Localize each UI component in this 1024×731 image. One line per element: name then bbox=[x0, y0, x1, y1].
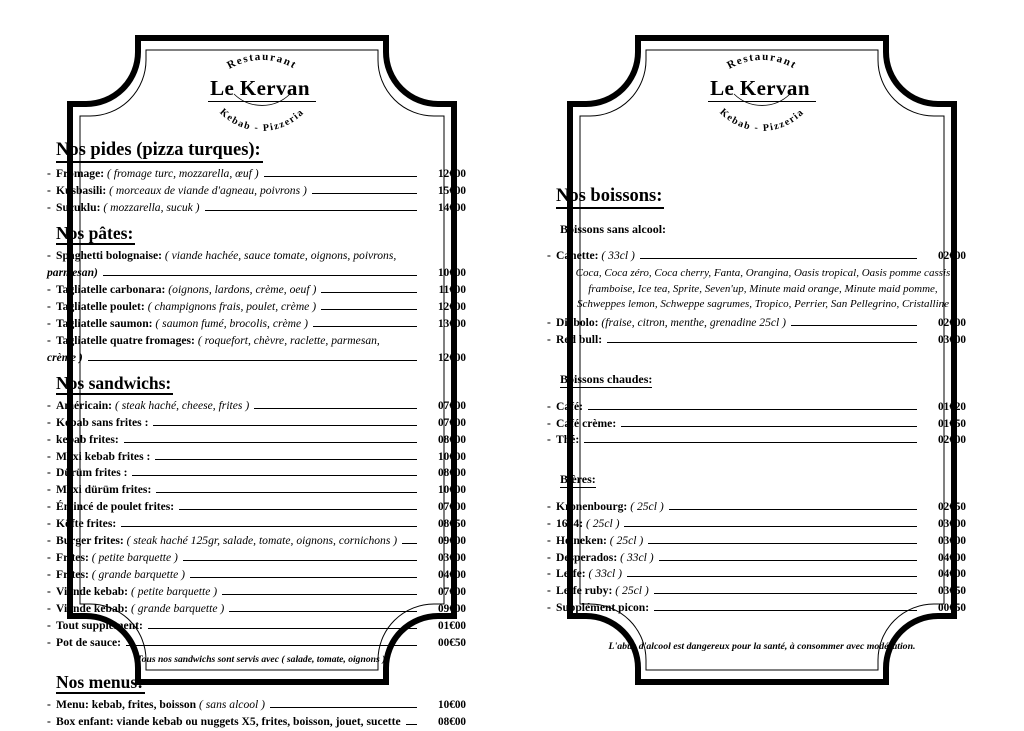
price-leader-line bbox=[669, 509, 917, 510]
spacer bbox=[556, 241, 966, 248]
menu-item-price: 08€00 bbox=[438, 715, 466, 728]
menu-item-row[interactable] bbox=[547, 516, 966, 533]
menu-item-row[interactable] bbox=[47, 166, 466, 183]
menu-item-row[interactable] bbox=[47, 282, 466, 299]
menu-item-label: - Thé: bbox=[556, 433, 580, 447]
menu-item-price: 03€00 bbox=[438, 552, 466, 565]
menu-item-price: 04€00 bbox=[438, 568, 466, 581]
menu-item-price: 03€00 bbox=[938, 534, 966, 547]
menu-item-price: 10€00 bbox=[438, 698, 466, 711]
price-leader-line bbox=[624, 526, 917, 527]
menu-item-row[interactable] bbox=[547, 432, 966, 449]
menu-item-label: - Burger frites: ( steak haché 125gr, salade, tomate, oignons, cornichons ) bbox=[56, 534, 398, 548]
price-leader-line bbox=[103, 275, 417, 276]
menu-item-price: 11€00 bbox=[438, 284, 466, 296]
menu-item-label: - Box enfant: viande kebab ou nuggets X5, frites, boisson, jouet, sucette bbox=[56, 714, 401, 728]
price-leader-line bbox=[205, 210, 417, 211]
menu-item-price: 08€00 bbox=[438, 433, 466, 446]
menu-item-label: - Dürüm frites : bbox=[56, 466, 128, 480]
menu-item-label: - Café crème: bbox=[556, 416, 617, 430]
drink-group bbox=[556, 462, 966, 491]
menu-item-label: - Diabolo: (fraise, citron, menthe, grenadine 25cl ) bbox=[556, 316, 787, 330]
svg-text:Restaurant bbox=[225, 51, 299, 72]
menu-item-label-cont: crème ) bbox=[47, 350, 83, 364]
price-leader-line bbox=[659, 560, 917, 561]
menu-item-price: 00€50 bbox=[938, 602, 966, 615]
svg-text:Kebab - Pizzeria bbox=[717, 107, 806, 134]
restaurant-logo-left bbox=[162, 38, 362, 138]
menu-item-price: 02€00 bbox=[938, 249, 966, 262]
menu-item-price: 12€00 bbox=[438, 351, 466, 364]
menu-item-label: - Leffe ruby: ( 25cl ) bbox=[556, 584, 649, 598]
menu-item-row[interactable] bbox=[47, 601, 466, 618]
menu-item-label: - Fromage: ( fromage turc, mozzarella, œuf ) bbox=[56, 167, 259, 181]
menu-item-row[interactable] bbox=[547, 315, 966, 332]
logo-name-text: Le Kervan bbox=[208, 76, 316, 102]
menu-item-row[interactable] bbox=[47, 299, 466, 316]
price-leader-line bbox=[190, 577, 417, 578]
menu-item-label: Spaghetti bolognaise: ( viande hachée, sauce tomate, oignons, poivrons, bbox=[56, 249, 397, 263]
price-leader-line bbox=[179, 509, 417, 510]
menu-item-price: 04€00 bbox=[938, 551, 966, 564]
menu-item-label: - Frites: ( petite barquette ) bbox=[56, 551, 178, 565]
price-leader-line bbox=[148, 628, 417, 629]
menu-item-row[interactable] bbox=[47, 248, 466, 282]
menu-item-label: - Menu: kebab, frites, boisson ( sans alcool ) bbox=[56, 697, 266, 711]
menu-item-row[interactable] bbox=[47, 550, 466, 567]
menu-item-price: 14€00 bbox=[438, 202, 466, 215]
menu-section bbox=[56, 217, 466, 248]
logo-top-arc-text: Restaurant bbox=[225, 50, 300, 72]
menu-item-row[interactable] bbox=[47, 482, 466, 499]
price-leader-line bbox=[654, 610, 917, 611]
logo-bottom-arc-text: Kebab - Pizzeria bbox=[717, 106, 807, 134]
menu-item-price: 07€00 bbox=[438, 399, 466, 412]
menu-item-row[interactable] bbox=[47, 533, 466, 550]
section-title: Nos pâtes: bbox=[56, 223, 135, 245]
menu-item-label: Tagliatelle quatre fromages: ( roquefort, chèvre, raclette, parmesan, bbox=[56, 333, 380, 347]
menu-item-label: - Tagliatelle poulet: ( champignons frais, poulet, crème ) bbox=[56, 299, 317, 313]
menu-item-label-cont: parmesan) bbox=[47, 266, 98, 280]
price-leader-line bbox=[264, 176, 417, 177]
price-leader-line bbox=[132, 475, 417, 476]
menu-item-row[interactable] bbox=[47, 200, 466, 217]
menu-item-row[interactable] bbox=[547, 566, 966, 583]
drink-group-title: Boissons sans alcool: bbox=[560, 222, 667, 237]
menu-item-price: 02€00 bbox=[938, 434, 966, 447]
menu-item-label: - Sucuklu: ( mozzarella, sucuk ) bbox=[56, 201, 200, 215]
right-page-content bbox=[556, 180, 966, 676]
drink-group bbox=[556, 362, 966, 391]
menu-item-row[interactable] bbox=[47, 635, 466, 652]
svg-text:Kebab - Pizzeria bbox=[217, 107, 306, 134]
menu-item-price: 09€00 bbox=[438, 535, 466, 548]
menu-item-label: - Köfte frites: bbox=[56, 517, 117, 531]
price-leader-line bbox=[791, 325, 917, 326]
price-leader-line bbox=[621, 426, 917, 427]
menu-item-row[interactable] bbox=[47, 499, 466, 516]
menu-item-row[interactable] bbox=[47, 618, 466, 635]
menu-item-row[interactable] bbox=[47, 714, 466, 731]
section-title: Nos pides (pizza turques): bbox=[56, 140, 263, 163]
menu-item-label: - Café: bbox=[556, 399, 584, 413]
drink-group-title: Boissons chaudes: bbox=[560, 372, 653, 387]
drink-flavours-list: Coca, Coca zéro, Coca cherry, Fanta, Orangina, Oasis tropical, Oasis pomme cassis framboise, Ice tea, Sprite, Seven'up, Minute maid orange, Minute maid pomme, Schweppes lemon, Schweppe sagrumes, Tropico, Perrier, San Pellegrino, Cristalline bbox=[575, 266, 951, 311]
menu-item-label: - Leffe: ( 33cl ) bbox=[556, 567, 622, 581]
menu-item-label: - Frites: ( grande barquette ) bbox=[56, 567, 186, 581]
menu-item-price: 10€00 bbox=[438, 484, 466, 497]
menu-item-price: 01€50 bbox=[938, 417, 966, 430]
alcohol-disclaimer: L'abus d'alcool est dangereux pour la santé, à consommer avec modération. bbox=[608, 641, 916, 652]
restaurant-logo-right bbox=[662, 38, 862, 138]
menu-item-price: 10€00 bbox=[438, 267, 466, 280]
menu-item-price: 10€00 bbox=[438, 450, 466, 463]
menu-item-row[interactable] bbox=[47, 449, 466, 466]
price-leader-line bbox=[654, 593, 917, 594]
spacer bbox=[556, 392, 966, 399]
menu-item-price: 15€00 bbox=[438, 185, 466, 198]
price-leader-line bbox=[588, 409, 917, 410]
menu-page-right bbox=[542, 30, 982, 690]
menu-item-label: - Viande kebab: ( petite barquette ) bbox=[56, 584, 218, 598]
price-leader-line bbox=[270, 707, 417, 708]
menu-item-row[interactable] bbox=[47, 333, 466, 367]
section-note: Tous nos sandwichs sont servis avec ( salade, tomate, oignons ) bbox=[136, 653, 386, 665]
menu-item-price: 09€00 bbox=[438, 602, 466, 615]
menu-item-price: 03€00 bbox=[938, 334, 966, 347]
price-leader-line bbox=[627, 576, 917, 577]
price-leader-line bbox=[648, 543, 917, 544]
logo-bottom-arc-text: Kebab - Pizzeria bbox=[217, 106, 307, 134]
logo-restaurant-name bbox=[162, 76, 362, 101]
menu-item-row[interactable] bbox=[47, 697, 466, 714]
menu-item-label: - Américain: ( steak haché, cheese, frites ) bbox=[56, 398, 250, 412]
menu-item-price: 04€00 bbox=[938, 568, 966, 581]
menu-item-label: - Supplément picon: bbox=[556, 601, 650, 615]
menu-item-label: - kebab frites: bbox=[56, 432, 119, 446]
menu-item-label: - 1664: ( 25cl ) bbox=[556, 516, 620, 530]
menu-item-row[interactable] bbox=[47, 567, 466, 584]
menu-page-left bbox=[42, 30, 482, 728]
menu-item-row[interactable] bbox=[47, 584, 466, 601]
price-leader-line bbox=[402, 543, 417, 544]
menu-item-price: 02€50 bbox=[938, 500, 966, 513]
menu-item-label: - Kronenbourg: ( 25cl ) bbox=[556, 499, 664, 513]
menu-item-label: - Viande kebab: ( grande barquette ) bbox=[56, 601, 225, 615]
section-title: Nos sandwichs: bbox=[56, 373, 173, 395]
price-leader-line bbox=[321, 292, 417, 293]
menu-item-price: 12€00 bbox=[438, 300, 466, 313]
menu-item-label: - Tagliatelle carbonara: (oignons, lardons, crème, oeuf ) bbox=[56, 283, 317, 296]
logo-restaurant-name bbox=[662, 76, 862, 101]
menu-item-label: - Kusbasili: ( morceaux de viande d'agneau, poivrons ) bbox=[56, 184, 307, 198]
menu-item-price: 02€00 bbox=[938, 317, 966, 330]
menu-item-label: - Maxi dürüm frites: bbox=[56, 483, 152, 497]
menu-item-price: 08€50 bbox=[438, 518, 466, 531]
menu-item-label: - Tout supplément: bbox=[56, 618, 143, 632]
menu-item-row[interactable] bbox=[47, 183, 466, 200]
menu-item-row[interactable] bbox=[47, 415, 466, 432]
spacer bbox=[556, 449, 966, 462]
spacer bbox=[556, 617, 966, 630]
spacer bbox=[556, 349, 966, 362]
price-leader-line bbox=[155, 459, 417, 460]
menu-item-row[interactable] bbox=[47, 432, 466, 449]
menu-item-row[interactable] bbox=[547, 399, 966, 416]
menu-item-label: - Émincé de poulet frites: bbox=[56, 500, 175, 514]
price-leader-line bbox=[88, 360, 417, 361]
menu-item-label: - Desperados: ( 33cl ) bbox=[556, 550, 654, 564]
menu-item-row-tail bbox=[47, 265, 466, 282]
menu-item-label: - Pot de sauce: bbox=[56, 635, 122, 649]
menu-item-price: 07€00 bbox=[438, 501, 466, 514]
menu-item-label: - Maxi kebab frites : bbox=[56, 449, 151, 463]
menu-section bbox=[56, 134, 466, 166]
menu-item-row[interactable] bbox=[47, 516, 466, 533]
price-leader-line bbox=[222, 594, 417, 595]
section-title: Nos menus: bbox=[56, 672, 145, 694]
menu-item-row[interactable] bbox=[547, 248, 966, 265]
menu-item-row[interactable] bbox=[547, 332, 966, 349]
price-leader-line bbox=[321, 309, 417, 310]
menu-item-label: - Kebab sans frites : bbox=[56, 415, 149, 429]
menu-item-row[interactable] bbox=[547, 533, 966, 550]
menu-item-row[interactable] bbox=[547, 416, 966, 433]
menu-item-row[interactable] bbox=[47, 465, 466, 482]
menu-item-price: 12€00 bbox=[438, 168, 466, 181]
price-leader-line bbox=[640, 258, 917, 259]
price-leader-line bbox=[126, 645, 417, 646]
price-leader-line bbox=[153, 425, 417, 426]
menu-item-price: 13€00 bbox=[438, 317, 466, 330]
price-leader-line bbox=[124, 442, 417, 443]
menu-item-label: - Heineken: ( 25cl ) bbox=[556, 533, 644, 547]
menu-section bbox=[56, 666, 466, 697]
menu-item-price: 03€50 bbox=[938, 585, 966, 598]
price-leader-line bbox=[313, 326, 417, 327]
price-leader-line bbox=[584, 442, 917, 443]
menu-item-row[interactable] bbox=[47, 316, 466, 333]
menu-item-row[interactable] bbox=[547, 550, 966, 567]
menu-section bbox=[556, 180, 966, 212]
logo-name-text: Le Kervan bbox=[708, 76, 816, 102]
price-leader-line bbox=[156, 492, 417, 493]
price-leader-line bbox=[607, 342, 917, 343]
svg-text:Restaurant bbox=[725, 51, 799, 72]
menu-item-price: 03€00 bbox=[938, 517, 966, 530]
price-leader-line bbox=[229, 611, 417, 612]
menu-item-row-tail bbox=[47, 350, 466, 367]
left-page-content bbox=[47, 134, 466, 728]
drink-group-title: Bières: bbox=[560, 472, 596, 487]
menu-item-price: 01€20 bbox=[938, 400, 966, 413]
menu-item-label: - Tagliatelle saumon: ( saumon fumé, brocolis, crème ) bbox=[56, 316, 308, 330]
drink-group bbox=[556, 212, 966, 240]
price-leader-line bbox=[254, 408, 417, 409]
price-leader-line bbox=[121, 526, 417, 527]
menu-item-row[interactable] bbox=[547, 583, 966, 600]
menu-item-price: 00€50 bbox=[438, 636, 466, 649]
menu-item-row[interactable] bbox=[47, 398, 466, 415]
menu-section bbox=[56, 367, 466, 398]
price-leader-line bbox=[183, 560, 417, 561]
menu-item-price: 07€00 bbox=[438, 416, 466, 429]
menu-item-label: - Canette: ( 33cl ) bbox=[556, 248, 635, 262]
menu-item-row[interactable] bbox=[547, 499, 966, 516]
menu-item-label: - Red bull: bbox=[556, 333, 603, 347]
logo-top-arc-text: Restaurant bbox=[725, 50, 800, 72]
spacer bbox=[556, 492, 966, 499]
menu-item-price: 01€00 bbox=[438, 619, 466, 632]
menu-item-price: 08€00 bbox=[438, 467, 466, 480]
menu-item-price: 07€00 bbox=[438, 585, 466, 598]
price-leader-line bbox=[312, 193, 417, 194]
menu-item-row[interactable] bbox=[547, 600, 966, 617]
section-title: Nos boissons: bbox=[556, 186, 664, 209]
